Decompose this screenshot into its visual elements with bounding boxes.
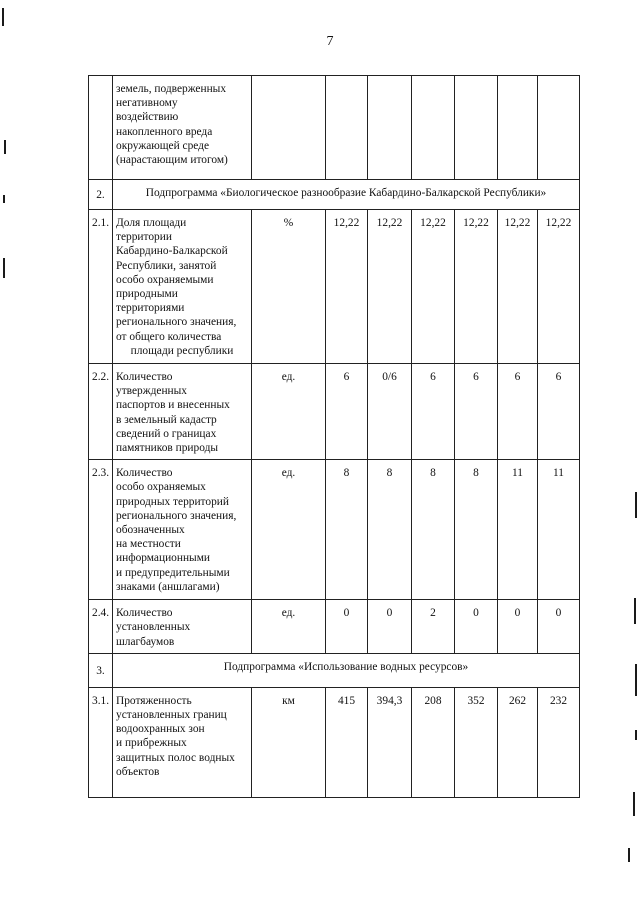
- indicator-name: [113, 600, 252, 654]
- value-cell: 415: [326, 687, 368, 797]
- row-number: [89, 76, 113, 180]
- indicator-name: [113, 460, 252, 600]
- indicator-name: [113, 687, 252, 797]
- indicator-name: [113, 210, 252, 364]
- value-cell: 12,22: [538, 210, 580, 364]
- value-cell: 0: [498, 600, 538, 654]
- unit-cell: [252, 76, 326, 180]
- scan-mark: [635, 730, 637, 740]
- indicator-name-line: окружающей среде: [116, 139, 210, 152]
- value-cell: 352: [455, 687, 498, 797]
- subprogram-title: Подпрограмма «Биологическое разнообразие Кабардино-Балкарской Республики»: [113, 180, 580, 210]
- indicator-name-line: Республики, занятой: [116, 259, 217, 272]
- indicator-name-line: Доля площади: [116, 217, 187, 229]
- indicator-name-line: площади республики: [130, 344, 234, 357]
- indicator-name-line: паспортов и внесенных: [116, 399, 230, 412]
- value-cell: 12,22: [368, 210, 412, 364]
- value-cell: 6: [498, 364, 538, 460]
- value-cell: [498, 76, 538, 180]
- indicator-name-line: особо охраняемых: [116, 481, 206, 494]
- table-row: [89, 687, 580, 797]
- unit-cell: %: [252, 210, 326, 364]
- value-cell: 11: [538, 460, 580, 600]
- indicator-name-line: земель, подверженных: [116, 83, 227, 95]
- indicator-name-line: Кабардино-Балкарской: [116, 245, 228, 258]
- indicator-name-line: Количество: [116, 607, 173, 620]
- table-row: [89, 76, 580, 180]
- indicator-name-line: установленных границ: [116, 709, 227, 722]
- indicator-name-line: регионального значения,: [116, 316, 237, 329]
- indicator-name-line: знаками (аншлагами): [116, 580, 220, 593]
- indicators-table: [88, 75, 580, 798]
- indicator-name-line: информационными: [116, 552, 211, 565]
- value-cell: 8: [326, 460, 368, 600]
- value-cell: 394,3: [368, 687, 412, 797]
- indicator-name-line: сведений о границах: [116, 427, 217, 440]
- indicator-name: [113, 76, 252, 180]
- unit-cell: ед.: [252, 600, 326, 654]
- indicator-name-line: и прибрежных: [116, 737, 187, 750]
- indicator-name-line: негативному: [116, 97, 178, 110]
- value-cell: 8: [455, 460, 498, 600]
- scan-mark: [633, 792, 635, 816]
- value-cell: 8: [368, 460, 412, 600]
- row-number: 2.4.: [89, 600, 113, 654]
- indicator-name-line: и предупредительными: [116, 566, 230, 579]
- row-number: 3.1.: [89, 687, 113, 797]
- indicator-name-line: особо охраняемыми: [116, 273, 214, 286]
- indicator-name-line: от общего количества: [116, 330, 222, 343]
- value-cell: 0: [538, 600, 580, 654]
- scan-mark: [2, 8, 4, 26]
- value-cell: [326, 76, 368, 180]
- value-cell: 6: [538, 364, 580, 460]
- row-number: 2.: [89, 180, 113, 210]
- scan-mark: [4, 140, 6, 154]
- value-cell: 8: [412, 460, 455, 600]
- indicator-name-line: утвержденных: [116, 385, 187, 398]
- unit-cell: км: [252, 687, 326, 797]
- indicator-name-line: накопленного вреда: [116, 125, 213, 138]
- scan-mark: [635, 664, 637, 696]
- indicator-name-line: воздействию: [116, 111, 179, 124]
- indicator-name-line: регионального значения,: [116, 509, 237, 522]
- page-number: 7: [326, 34, 334, 49]
- indicator-name-line: объектов: [116, 765, 160, 778]
- scan-mark: [3, 258, 5, 278]
- row-number: 2.1.: [89, 210, 113, 364]
- indicator-name-line: шлагбаумов: [116, 635, 175, 648]
- section-row: [89, 180, 580, 210]
- indicator-name-line: природными: [116, 288, 178, 301]
- value-cell: 12,22: [326, 210, 368, 364]
- indicator-name-line: территории: [116, 231, 172, 244]
- value-cell: [538, 76, 580, 180]
- indicator-name-line: Количество: [116, 371, 173, 383]
- value-cell: [368, 76, 412, 180]
- indicator-name-line: обозначенных: [116, 524, 185, 537]
- value-cell: 208: [412, 687, 455, 797]
- value-cell: 0/6: [368, 364, 412, 460]
- indicator-name-line: в земельный кадастр: [116, 413, 217, 426]
- section-row: [89, 653, 580, 687]
- indicator-name-line: установленных: [116, 621, 191, 634]
- table-body: [89, 76, 580, 798]
- table-row: [89, 210, 580, 364]
- indicator-name-line: Количество: [116, 467, 173, 480]
- unit-cell: ед.: [252, 364, 326, 460]
- value-cell: 232: [538, 687, 580, 797]
- value-cell: 11: [498, 460, 538, 600]
- indicator-name-line: природных территорий: [116, 495, 229, 508]
- value-cell: 0: [368, 600, 412, 654]
- value-cell: 12,22: [498, 210, 538, 364]
- value-cell: 0: [455, 600, 498, 654]
- value-cell: 12,22: [455, 210, 498, 364]
- indicator-name-line: (нарастающим итогом): [116, 154, 228, 167]
- value-cell: [455, 76, 498, 180]
- table-row: [89, 460, 580, 600]
- row-number: 2.2.: [89, 364, 113, 460]
- indicator-name-line: Протяженность: [116, 694, 192, 707]
- value-cell: 6: [412, 364, 455, 460]
- value-cell: [412, 76, 455, 180]
- indicator-name-line: памятников природы: [116, 442, 219, 455]
- indicator-name: [113, 364, 252, 460]
- value-cell: 12,22: [412, 210, 455, 364]
- row-number: 3.: [89, 653, 113, 687]
- value-cell: 262: [498, 687, 538, 797]
- row-number: 2.3.: [89, 460, 113, 600]
- table-row: [89, 364, 580, 460]
- subprogram-title: Подпрограмма «Использование водных ресурсов»: [113, 653, 580, 687]
- value-cell: 2: [412, 600, 455, 654]
- indicator-name-line: на местности: [116, 538, 181, 551]
- scan-mark: [635, 492, 637, 518]
- unit-cell: ед.: [252, 460, 326, 600]
- scan-mark: [3, 195, 5, 203]
- table-row: [89, 600, 580, 654]
- value-cell: 0: [326, 600, 368, 654]
- indicator-name-line: территориями: [116, 302, 185, 315]
- value-cell: 6: [326, 364, 368, 460]
- scan-mark: [634, 598, 636, 624]
- scan-mark: [628, 848, 630, 862]
- indicator-name-line: водоохранных зон: [116, 723, 205, 736]
- value-cell: 6: [455, 364, 498, 460]
- indicator-name-line: защитных полос водных: [116, 751, 235, 764]
